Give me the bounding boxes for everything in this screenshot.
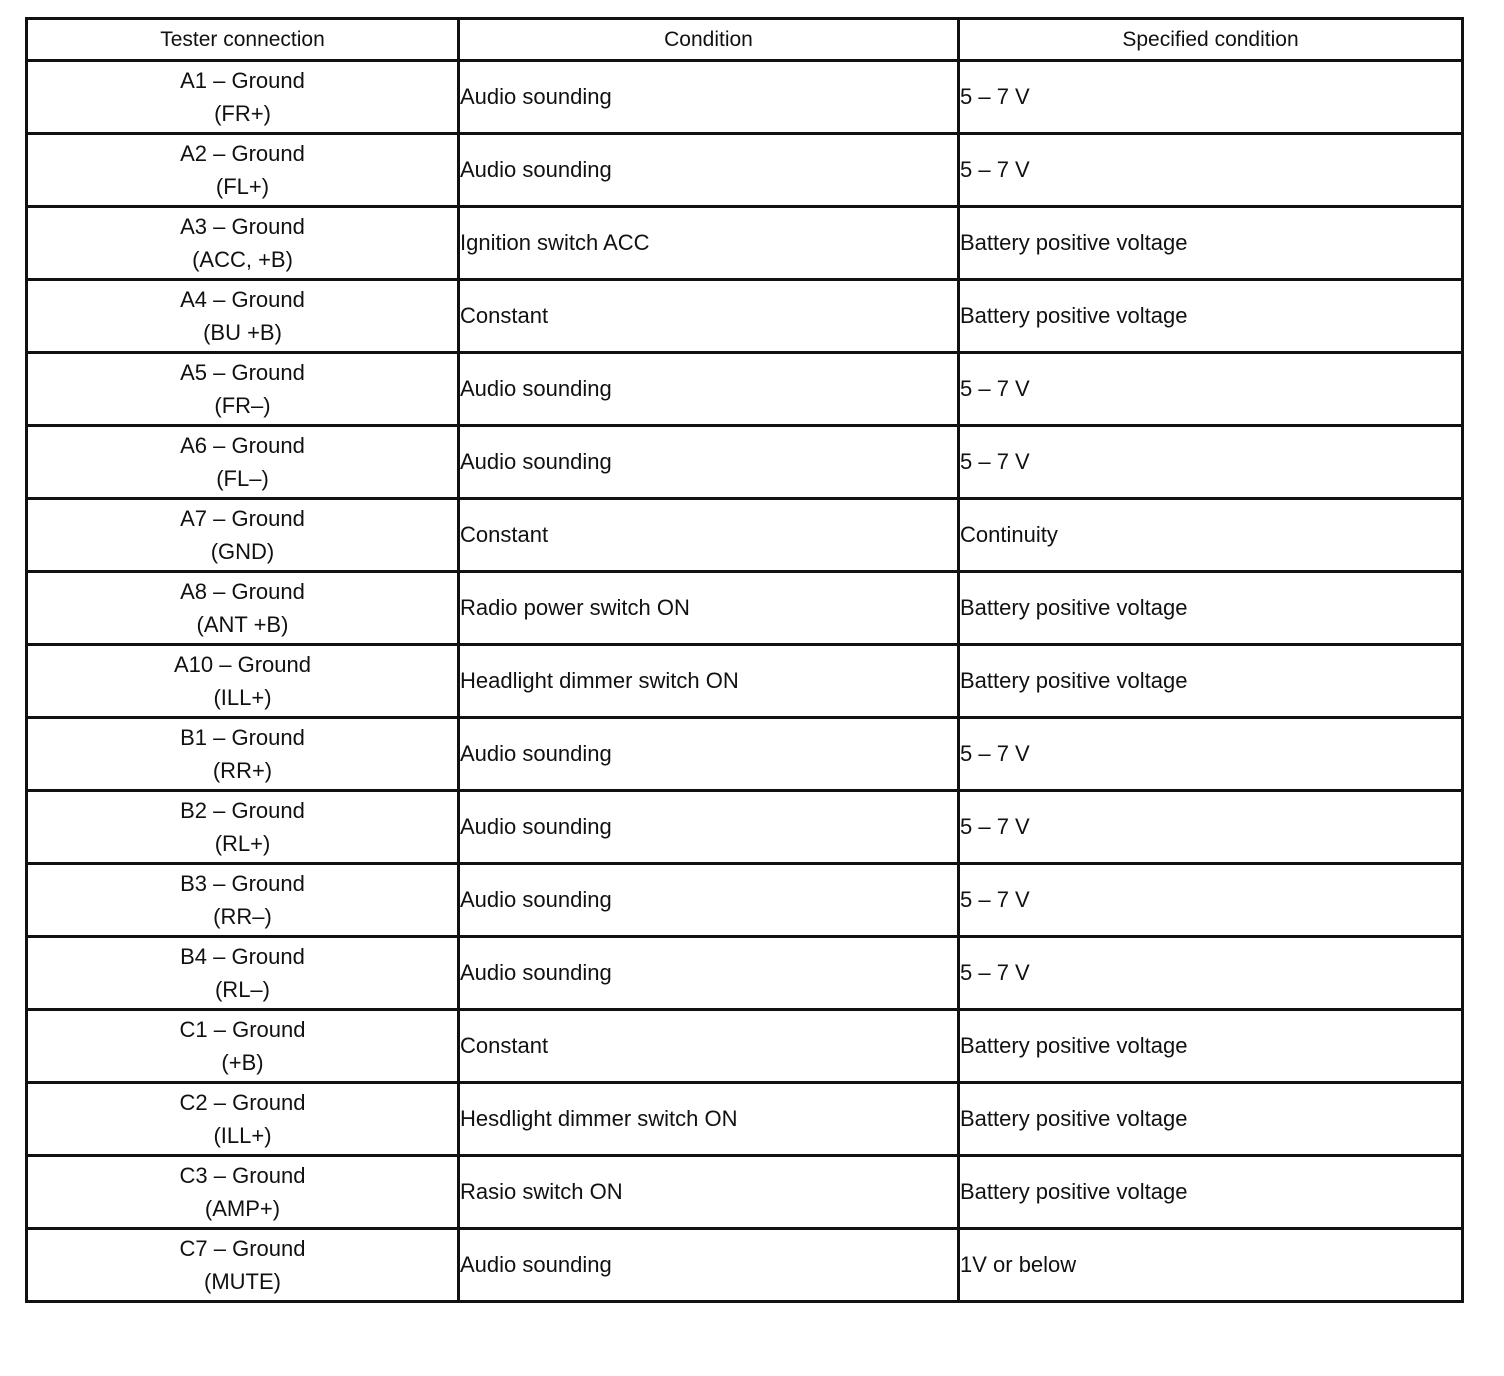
signal-label: (ANT +B)	[196, 612, 289, 637]
header-condition: Condition	[459, 19, 959, 61]
spec-table	[25, 17, 1464, 1303]
table-row	[27, 61, 1463, 134]
condition-cell: Audio sounding	[459, 937, 959, 1010]
tester-connection-cell	[27, 1229, 459, 1302]
tester-connection-cell	[27, 791, 459, 864]
tester-connection-cell	[27, 572, 459, 645]
condition-cell: Constant	[459, 499, 959, 572]
table-row	[27, 1083, 1463, 1156]
specified-condition-cell: Continuity	[959, 499, 1463, 572]
specified-condition-cell: 5 – 7 V	[959, 718, 1463, 791]
terminal-label: A7 – Ground	[180, 506, 305, 531]
signal-label: (FL–)	[216, 466, 269, 491]
terminal-label: A3 – Ground	[180, 214, 305, 239]
signal-label: (ILL+)	[213, 685, 272, 710]
condition-cell: Audio sounding	[459, 353, 959, 426]
table-row	[27, 426, 1463, 499]
condition-cell: Rasio switch ON	[459, 1156, 959, 1229]
terminal-label: A1 – Ground	[180, 68, 305, 93]
signal-label: (GND)	[210, 539, 275, 564]
table-row	[27, 207, 1463, 280]
specified-condition-cell: 5 – 7 V	[959, 353, 1463, 426]
terminal-label: B3 – Ground	[180, 871, 305, 896]
tester-connection-cell	[27, 1010, 459, 1083]
terminal-label: C1 – Ground	[179, 1017, 306, 1042]
condition-cell: Constant	[459, 280, 959, 353]
specified-condition-cell: 5 – 7 V	[959, 937, 1463, 1010]
table-row	[27, 1156, 1463, 1229]
condition-cell: Radio power switch ON	[459, 572, 959, 645]
terminal-label: A10 – Ground	[174, 652, 311, 677]
specified-condition-cell: Battery positive voltage	[959, 1010, 1463, 1083]
tester-connection-cell	[27, 280, 459, 353]
tester-connection-cell	[27, 426, 459, 499]
terminal-label: A4 – Ground	[180, 287, 305, 312]
tester-connection-cell	[27, 499, 459, 572]
terminal-label: C3 – Ground	[179, 1163, 306, 1188]
table-row	[27, 864, 1463, 937]
condition-cell: Audio sounding	[459, 864, 959, 937]
header-specified-condition: Specified condition	[959, 19, 1463, 61]
table-row	[27, 791, 1463, 864]
terminal-label: B4 – Ground	[180, 944, 305, 969]
table-row	[27, 134, 1463, 207]
tester-connection-cell	[27, 937, 459, 1010]
specified-condition-cell: 5 – 7 V	[959, 864, 1463, 937]
table-row	[27, 280, 1463, 353]
signal-label: (AMP+)	[204, 1196, 281, 1221]
signal-label: (FR–)	[214, 393, 271, 418]
condition-cell: Headlight dimmer switch ON	[459, 645, 959, 718]
terminal-label: C7 – Ground	[179, 1236, 306, 1261]
condition-cell: Audio sounding	[459, 791, 959, 864]
specified-condition-cell: 5 – 7 V	[959, 426, 1463, 499]
tester-connection-cell	[27, 645, 459, 718]
signal-label: (ACC, +B)	[192, 247, 293, 272]
signal-label: (ILL+)	[213, 1123, 272, 1148]
signal-label: (BU +B)	[203, 320, 282, 345]
tester-connection-cell	[27, 61, 459, 134]
tester-connection-cell	[27, 718, 459, 791]
condition-cell: Audio sounding	[459, 61, 959, 134]
signal-label: (+B)	[221, 1050, 264, 1075]
specified-condition-cell: Battery positive voltage	[959, 645, 1463, 718]
specified-condition-cell: Battery positive voltage	[959, 572, 1463, 645]
specified-condition-cell: 5 – 7 V	[959, 791, 1463, 864]
specified-condition-cell: Battery positive voltage	[959, 280, 1463, 353]
table-row	[27, 718, 1463, 791]
condition-cell: Audio sounding	[459, 718, 959, 791]
table-row	[27, 1229, 1463, 1302]
terminal-label: B2 – Ground	[180, 798, 305, 823]
condition-cell: Ignition switch ACC	[459, 207, 959, 280]
table-body	[27, 61, 1463, 1302]
condition-cell: Audio sounding	[459, 1229, 959, 1302]
tester-connection-cell	[27, 864, 459, 937]
specified-condition-cell: Battery positive voltage	[959, 1083, 1463, 1156]
signal-label: (RR–)	[213, 904, 272, 929]
condition-cell: Constant	[459, 1010, 959, 1083]
specified-condition-cell: Battery positive voltage	[959, 1156, 1463, 1229]
signal-label: (FL+)	[215, 174, 270, 199]
specified-condition-cell: 5 – 7 V	[959, 61, 1463, 134]
header-row	[27, 19, 1463, 61]
terminal-label: C2 – Ground	[179, 1090, 306, 1115]
signal-label: (FR+)	[214, 101, 271, 126]
terminal-label: A5 – Ground	[180, 360, 305, 385]
tester-connection-cell	[27, 353, 459, 426]
table-row	[27, 1010, 1463, 1083]
specified-condition-cell: 1V or below	[959, 1229, 1463, 1302]
specified-condition-cell: 5 – 7 V	[959, 134, 1463, 207]
terminal-label: A6 – Ground	[180, 433, 305, 458]
spec-table-container	[25, 17, 1461, 1303]
table-row	[27, 499, 1463, 572]
terminal-label: A8 – Ground	[180, 579, 305, 604]
signal-label: (MUTE)	[204, 1269, 281, 1294]
header-tester-connection: Tester connection	[27, 19, 459, 61]
table-row	[27, 353, 1463, 426]
tester-connection-cell	[27, 207, 459, 280]
tester-connection-cell	[27, 134, 459, 207]
table-row	[27, 645, 1463, 718]
specified-condition-cell: Battery positive voltage	[959, 207, 1463, 280]
signal-label: (RL+)	[214, 831, 271, 856]
terminal-label: A2 – Ground	[180, 141, 305, 166]
table-row	[27, 572, 1463, 645]
tester-connection-cell	[27, 1156, 459, 1229]
table-row	[27, 937, 1463, 1010]
tester-connection-cell	[27, 1083, 459, 1156]
condition-cell: Hesdlight dimmer switch ON	[459, 1083, 959, 1156]
terminal-label: B1 – Ground	[180, 725, 305, 750]
signal-label: (RL–)	[214, 977, 270, 1002]
condition-cell: Audio sounding	[459, 134, 959, 207]
condition-cell: Audio sounding	[459, 426, 959, 499]
signal-label: (RR+)	[212, 758, 273, 783]
